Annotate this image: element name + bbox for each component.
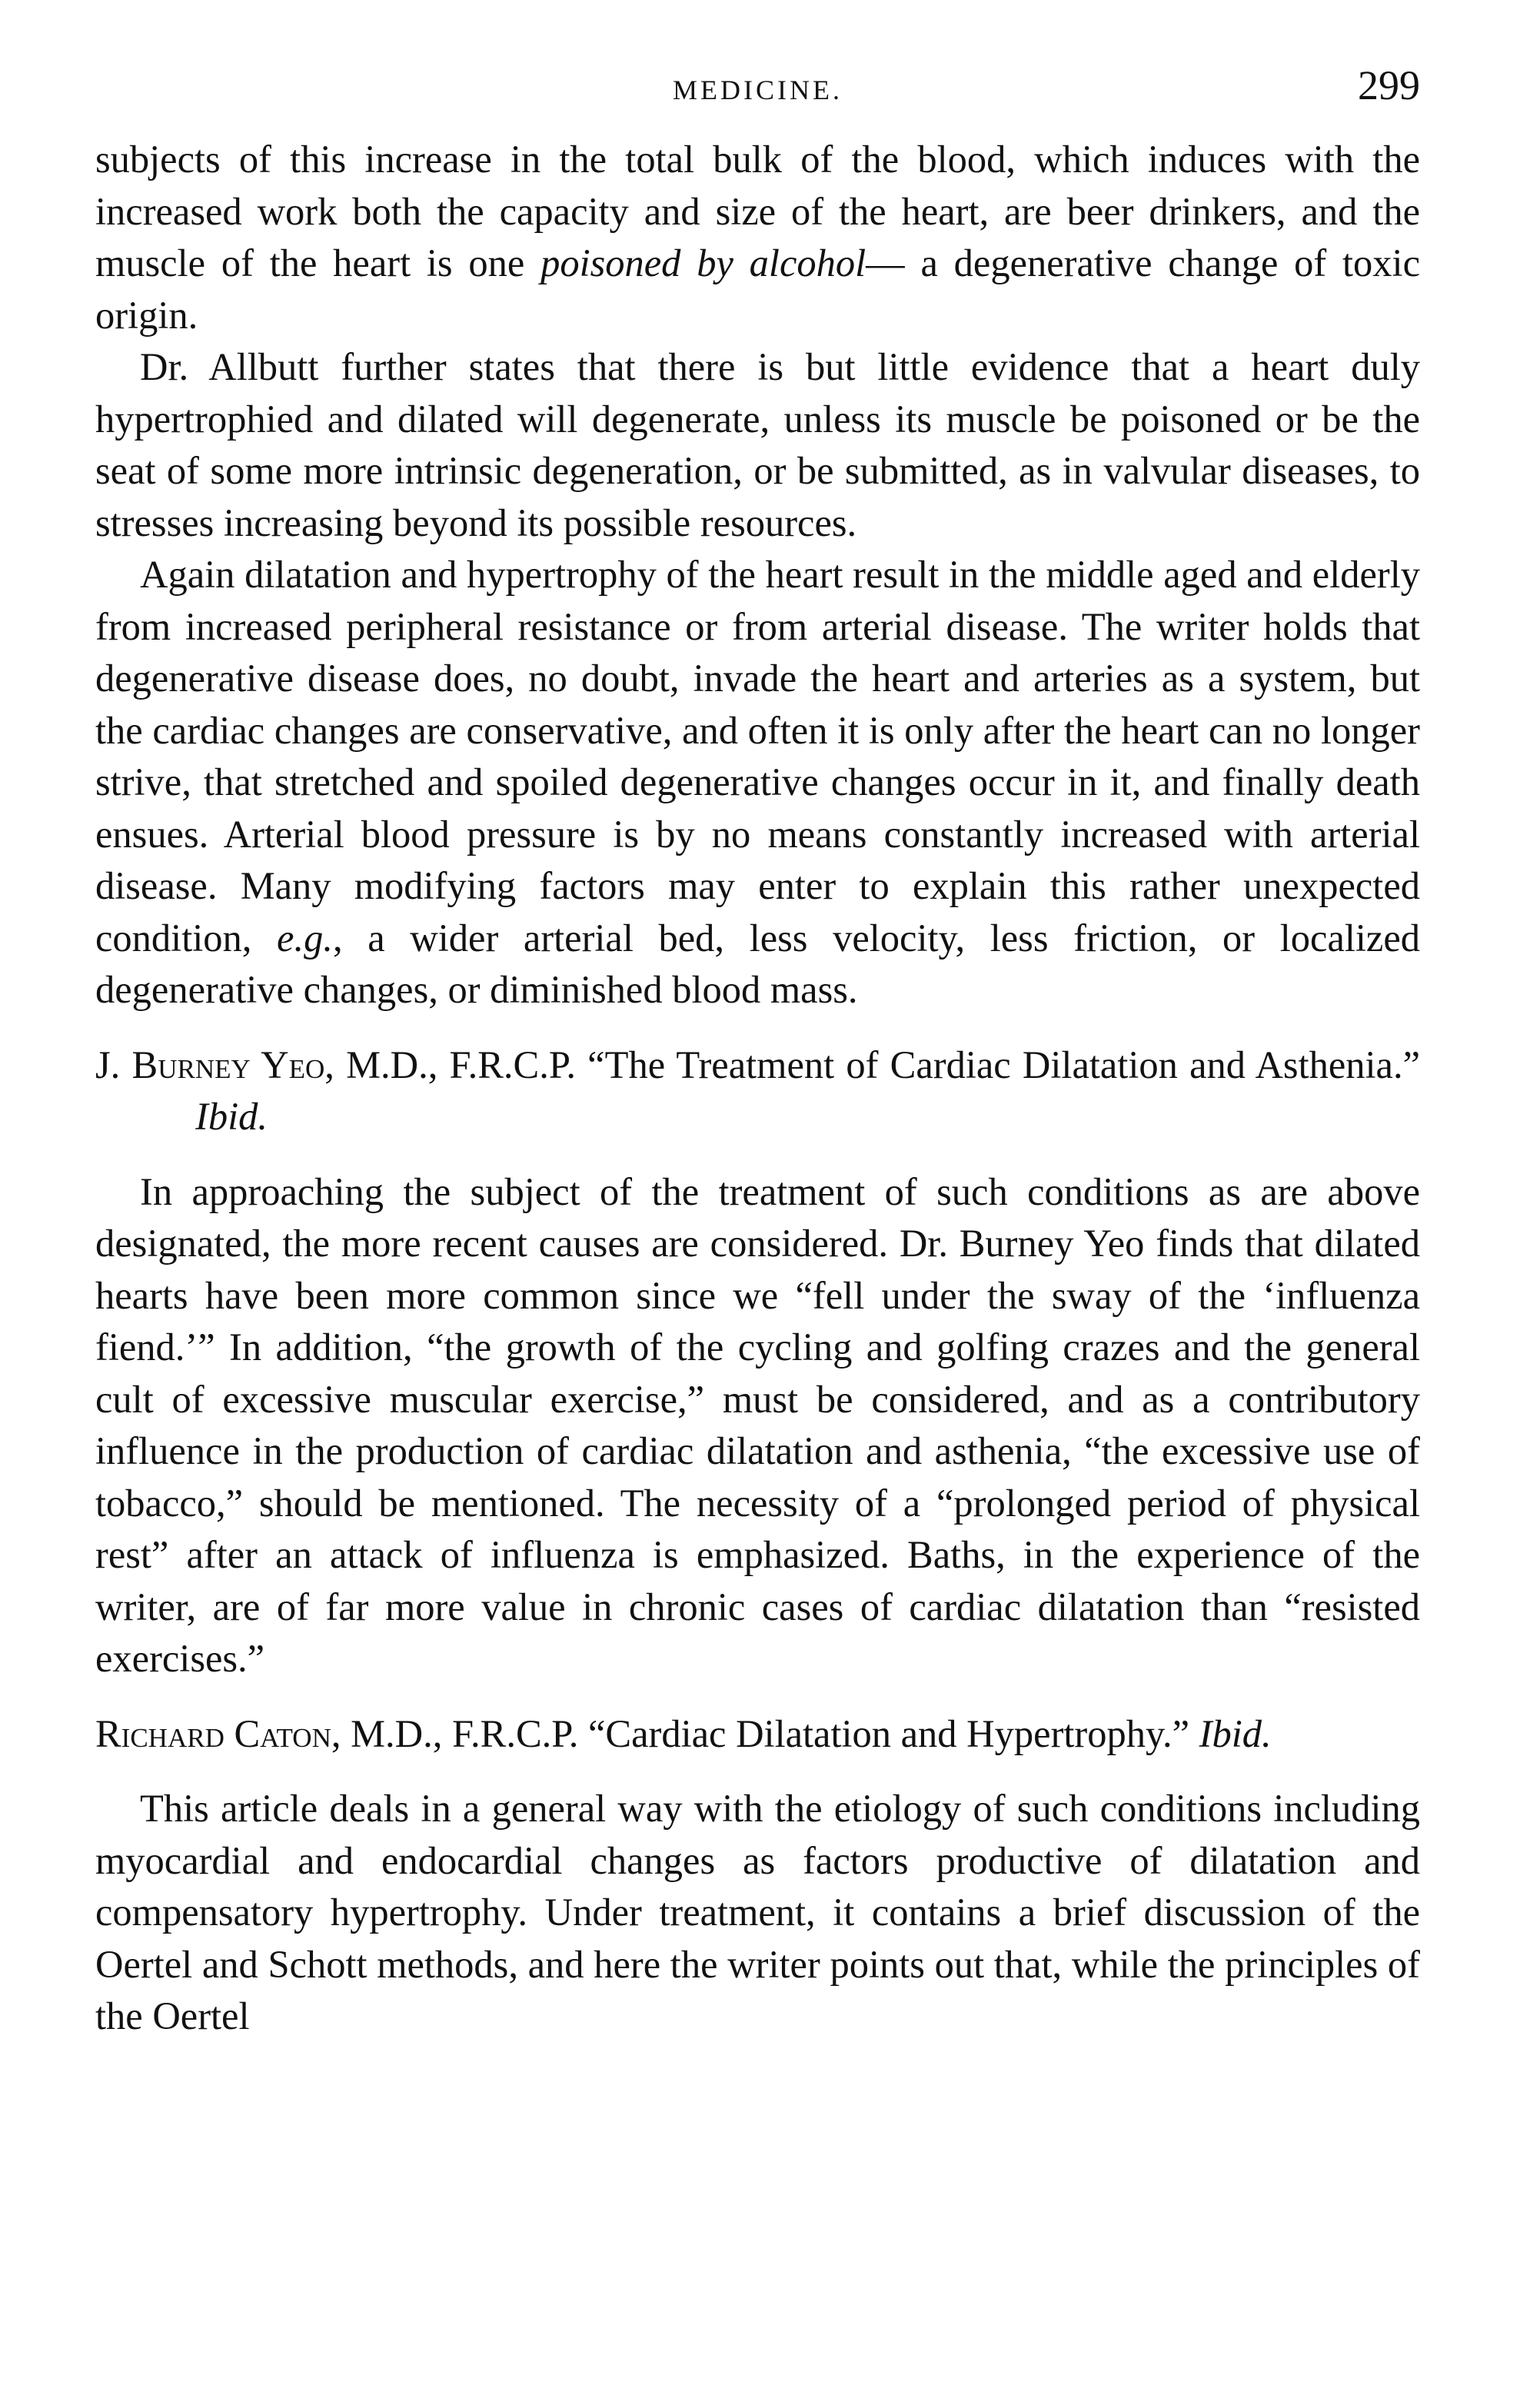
citation-title: , M.D., F.R.C.P. “The Treatment of Cardiac Dilatation and Asthenia.” [324,1043,1420,1086]
page-number: 299 [1358,62,1420,108]
ibid: Ibid. [1199,1711,1272,1755]
italic-abbreviation: e.g. [277,916,333,960]
ibid: Ibid. [195,1095,268,1138]
author-name: Burney Yeo [131,1043,325,1086]
citation-prefix: J. [95,1043,132,1086]
citation-title: , M.D., F.R.C.P. “Cardiac Dilatation and Hypertrophy.” [331,1711,1199,1755]
paragraph-etiology: This article deals in a general way with the etiology of such conditions including myocardial and endocardial changes as factors productive of dilatation and compensatory hypertrophy. Under treatment, it contains a brief discussion of the Oertel and Schott methods, and here the writer points out that, while the principles of the Oertel [95,1787,1420,2037]
paragraph-treatment: In approaching the subject of the treatment of such conditions as are above designated, the more recent causes are considered. Dr. Burney Yeo finds that dilated hearts have been more common since we “fell under the sway of the ‘influenza fiend.’” In addition, “the growth of the cycling and golfing crazes and the general cult of excessive muscular exercise,” must be considered, and as a contributory influence in the production of cardiac dilatation and asthenia, “the excessive use of tobacco,” should be mentioned. The necessity of a “prolonged period of physical rest” after an attack of influenza is emphasized. Baths, in the experience of the writer, are of far more value in chronic cases of cardiac dilatation than “resisted exercises.” [95,1169,1420,1680]
paragraph-text: subjects of this increase in the total bulk of the blood, which induces with the increased work both the capacity and size of the heart, are beer drinkers, and the muscle of the heart is one [95,138,1420,284]
paragraph-allbutt: Dr. Allbutt further states that there is but little evidence that a heart duly hypertrophied and dilated will degenerate, unless its muscle be poisoned or be the seat of some more intrinsic degeneration, or be submitted, as in valvular diseases, to stresses increasing beyond its possible resources. [95,345,1420,544]
page-body [95,134,1420,2043]
paragraph-text: — a degenerative change of toxic origin. [95,241,1421,337]
paragraph-middle-aged [95,549,1420,1016]
author-name: Richard Caton [95,1711,331,1755]
paragraph-text: , a wider arterial bed, less velocity, less friction, or localized degenerative changes, or diminished blood mass. [95,916,1420,1011]
running-title: MEDICINE. [673,75,843,105]
citation-yeo [95,1039,1420,1143]
citation-caton [95,1708,1420,1761]
italic-phrase: poisoned by alcohol [540,241,866,284]
paragraph-text: Again dilatation and hypertrophy of the heart result in the middle aged and elderly from increased peripheral resistance or from arterial disease. The writer holds that degenerative disease does, no doubt, invade the heart and arteries as a system, but the cardiac changes are conservative, and often it is only after the heart can no longer strive, that stretched and spoiled degenerative changes occur in it, and finally death ensues. Arterial blood pressure is by no means constantly increased with arterial disease. Many modifying factors may enter to explain this rather unexpected condition, [95,553,1420,960]
paragraph-continuation [95,134,1420,341]
running-head [95,60,1420,134]
